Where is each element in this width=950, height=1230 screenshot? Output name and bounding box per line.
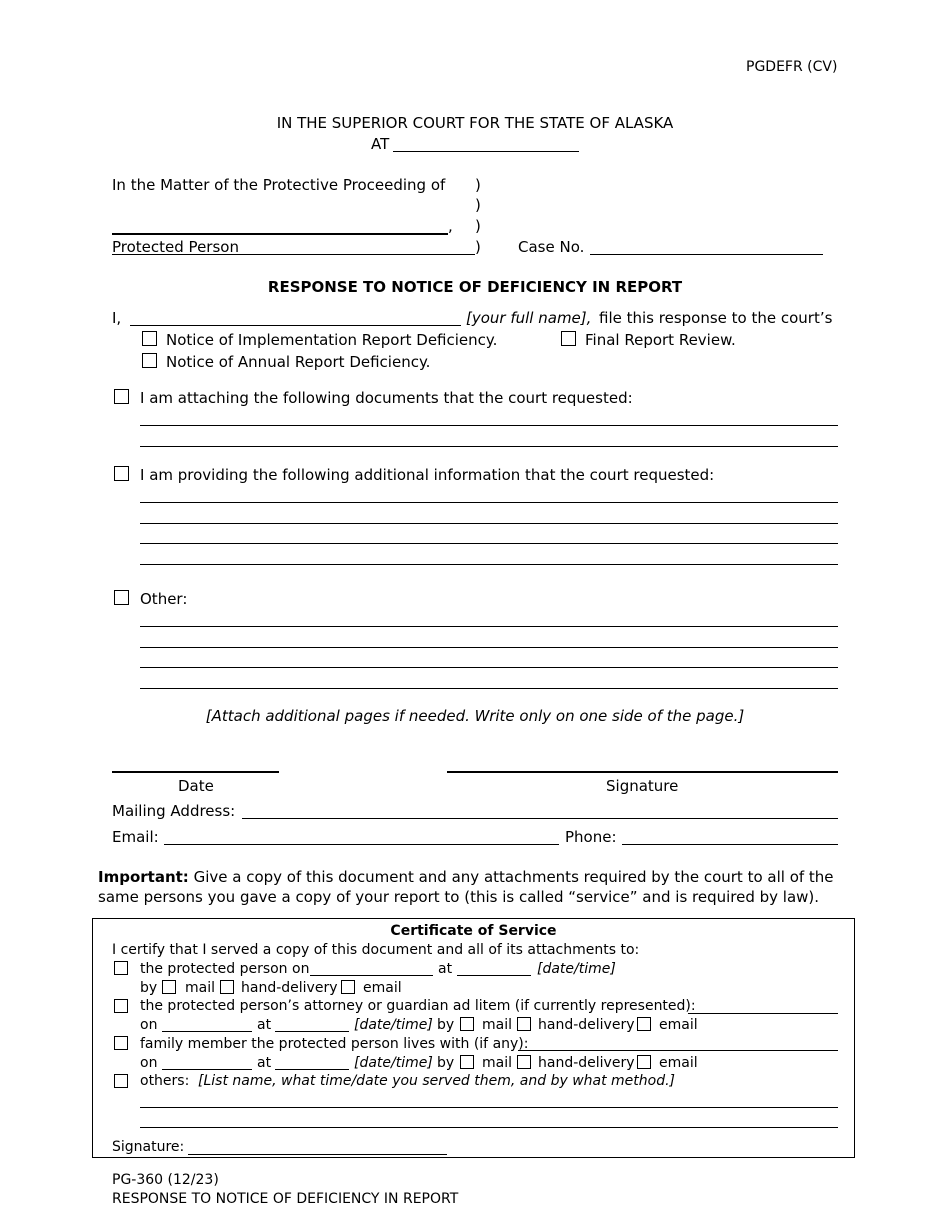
providing-line[interactable] [140, 543, 838, 544]
service-2-mail-label: mail [482, 1017, 512, 1033]
phone-label: Phone: [565, 828, 617, 846]
service-others-line[interactable] [140, 1127, 838, 1128]
certificate-intro: I certify that I served a copy of this document and all of its attachments to: [112, 942, 640, 958]
protected-person-name-field[interactable] [112, 233, 448, 235]
other-line[interactable] [140, 667, 838, 668]
footer-form-code: PG-360 (12/23) [112, 1172, 219, 1188]
service-3-hand-checkbox[interactable] [517, 1055, 531, 1069]
service-3-date-field[interactable] [162, 1069, 252, 1070]
intro-tail: file this response to the court’s [599, 309, 833, 327]
service-attorney-name-field[interactable] [688, 1013, 838, 1014]
important-line-1 [98, 868, 834, 886]
service-others-checkbox[interactable] [114, 1074, 128, 1088]
attaching-label: I am attaching the following documents that the court requested: [140, 389, 633, 407]
providing-line[interactable] [140, 502, 838, 503]
service-2-hand-checkbox[interactable] [517, 1017, 531, 1031]
form-code: PGDEFR (CV) [746, 59, 838, 75]
caption-paren: ) [475, 176, 481, 194]
service-2-by: by [437, 1017, 455, 1033]
attaching-line[interactable] [140, 446, 838, 447]
final-review-checkbox[interactable] [561, 331, 576, 346]
certificate-title: Certificate of Service [390, 923, 557, 939]
service-family-label: family member the protected person lives with (if any): [140, 1036, 529, 1052]
service-1-mail-checkbox[interactable] [162, 980, 176, 994]
implementation-notice-checkbox[interactable] [142, 331, 157, 346]
caption-comma: , [448, 217, 453, 235]
service-1-at: at [438, 961, 453, 977]
service-1-mail-label: mail [185, 980, 215, 996]
service-1-datetime-hint: [date/time] [537, 961, 616, 977]
service-2-email-checkbox[interactable] [637, 1017, 651, 1031]
caption-paren: ) [475, 238, 481, 256]
other-line[interactable] [140, 626, 838, 627]
intro-i: I, [112, 309, 122, 327]
court-at-label: AT [371, 135, 390, 153]
other-label: Other: [140, 590, 188, 608]
important-text-2: same persons you gave a copy of your report to (this is called “service” and is required by law). [98, 888, 820, 906]
service-2-at: at [257, 1017, 272, 1033]
providing-label: I am providing the following additional information that the court requested: [140, 466, 715, 484]
service-1-by: by [140, 980, 158, 996]
case-number-field[interactable] [590, 254, 823, 255]
mailing-address-field[interactable] [242, 818, 838, 819]
service-1-hand-label: hand-delivery [241, 980, 338, 996]
court-title: IN THE SUPERIOR COURT FOR THE STATE OF ALASKA [276, 114, 674, 132]
service-1-time-field[interactable] [457, 975, 531, 976]
service-1-date-field[interactable] [310, 975, 433, 976]
service-3-time-field[interactable] [275, 1069, 349, 1070]
other-checkbox[interactable] [114, 590, 129, 605]
service-3-mail-label: mail [482, 1055, 512, 1071]
service-2-datetime-hint: [date/time] [354, 1017, 433, 1033]
service-1-email-label: email [363, 980, 402, 996]
service-3-email-checkbox[interactable] [637, 1055, 651, 1069]
date-field[interactable] [112, 771, 279, 773]
email-field[interactable] [164, 844, 559, 845]
providing-checkbox[interactable] [114, 466, 129, 481]
implementation-notice-label: Notice of Implementation Report Deficiency. [166, 331, 498, 349]
service-1-hand-checkbox[interactable] [220, 980, 234, 994]
service-3-on: on [140, 1055, 158, 1071]
service-2-email-label: email [659, 1017, 698, 1033]
service-3-email-label: email [659, 1055, 698, 1071]
important-label: Important: [98, 868, 189, 886]
mailing-address-label: Mailing Address: [112, 802, 236, 820]
service-family-name-field[interactable] [518, 1050, 838, 1051]
attach-note: [Attach additional pages if needed. Write only on one side of the page.] [205, 707, 745, 725]
other-line[interactable] [140, 688, 838, 689]
service-3-mail-checkbox[interactable] [460, 1055, 474, 1069]
signature-label: Signature [606, 777, 679, 795]
footer-title: RESPONSE TO NOTICE OF DEFICIENCY IN REPORT [112, 1191, 459, 1207]
certificate-signature-label: Signature: [112, 1139, 185, 1155]
date-label: Date [178, 777, 214, 795]
final-review-label: Final Report Review. [585, 331, 736, 349]
service-2-date-field[interactable] [162, 1031, 252, 1032]
caption-underline [112, 254, 475, 255]
document-title: RESPONSE TO NOTICE OF DEFICIENCY IN REPORT [267, 278, 683, 296]
service-3-hand-label: hand-delivery [538, 1055, 635, 1071]
service-others-hint: [List name, what time/date you served them, and by what method.] [198, 1073, 676, 1089]
service-3-by: by [437, 1055, 455, 1071]
service-protected-person-label: the protected person on [140, 961, 310, 977]
service-2-mail-checkbox[interactable] [460, 1017, 474, 1031]
service-attorney-checkbox[interactable] [114, 999, 128, 1013]
signature-field[interactable] [447, 771, 838, 773]
full-name-hint: [your full name], [466, 309, 592, 327]
certificate-signature-field[interactable] [188, 1154, 447, 1155]
service-protected-person-checkbox[interactable] [114, 961, 128, 975]
attaching-checkbox[interactable] [114, 389, 129, 404]
caption-paren: ) [475, 196, 481, 214]
matter-label: In the Matter of the Protective Proceeding of [112, 176, 446, 194]
service-3-datetime-hint: [date/time] [354, 1055, 433, 1071]
phone-field[interactable] [622, 844, 838, 845]
service-family-checkbox[interactable] [114, 1036, 128, 1050]
annual-notice-label: Notice of Annual Report Deficiency. [166, 353, 431, 371]
service-attorney-label: the protected person’s attorney or guardian ad litem (if currently represented): [140, 998, 696, 1014]
service-others-line[interactable] [140, 1107, 838, 1108]
protected-person-label: Protected Person [112, 238, 239, 256]
providing-line[interactable] [140, 564, 838, 565]
service-others-label: others: [140, 1073, 190, 1089]
attaching-line[interactable] [140, 425, 838, 426]
important-text-1: Give a copy of this document and any attachments required by the court to all of the [193, 868, 834, 886]
caption-paren: ) [475, 217, 481, 235]
service-2-time-field[interactable] [275, 1031, 349, 1032]
service-1-email-checkbox[interactable] [341, 980, 355, 994]
case-number-label: Case No. [518, 238, 585, 256]
email-label: Email: [112, 828, 159, 846]
service-2-on: on [140, 1017, 158, 1033]
providing-line[interactable] [140, 523, 838, 524]
full-name-field[interactable] [130, 325, 461, 326]
other-line[interactable] [140, 647, 838, 648]
court-location-field[interactable] [393, 151, 579, 152]
service-3-at: at [257, 1055, 272, 1071]
annual-notice-checkbox[interactable] [142, 353, 157, 368]
service-2-hand-label: hand-delivery [538, 1017, 635, 1033]
